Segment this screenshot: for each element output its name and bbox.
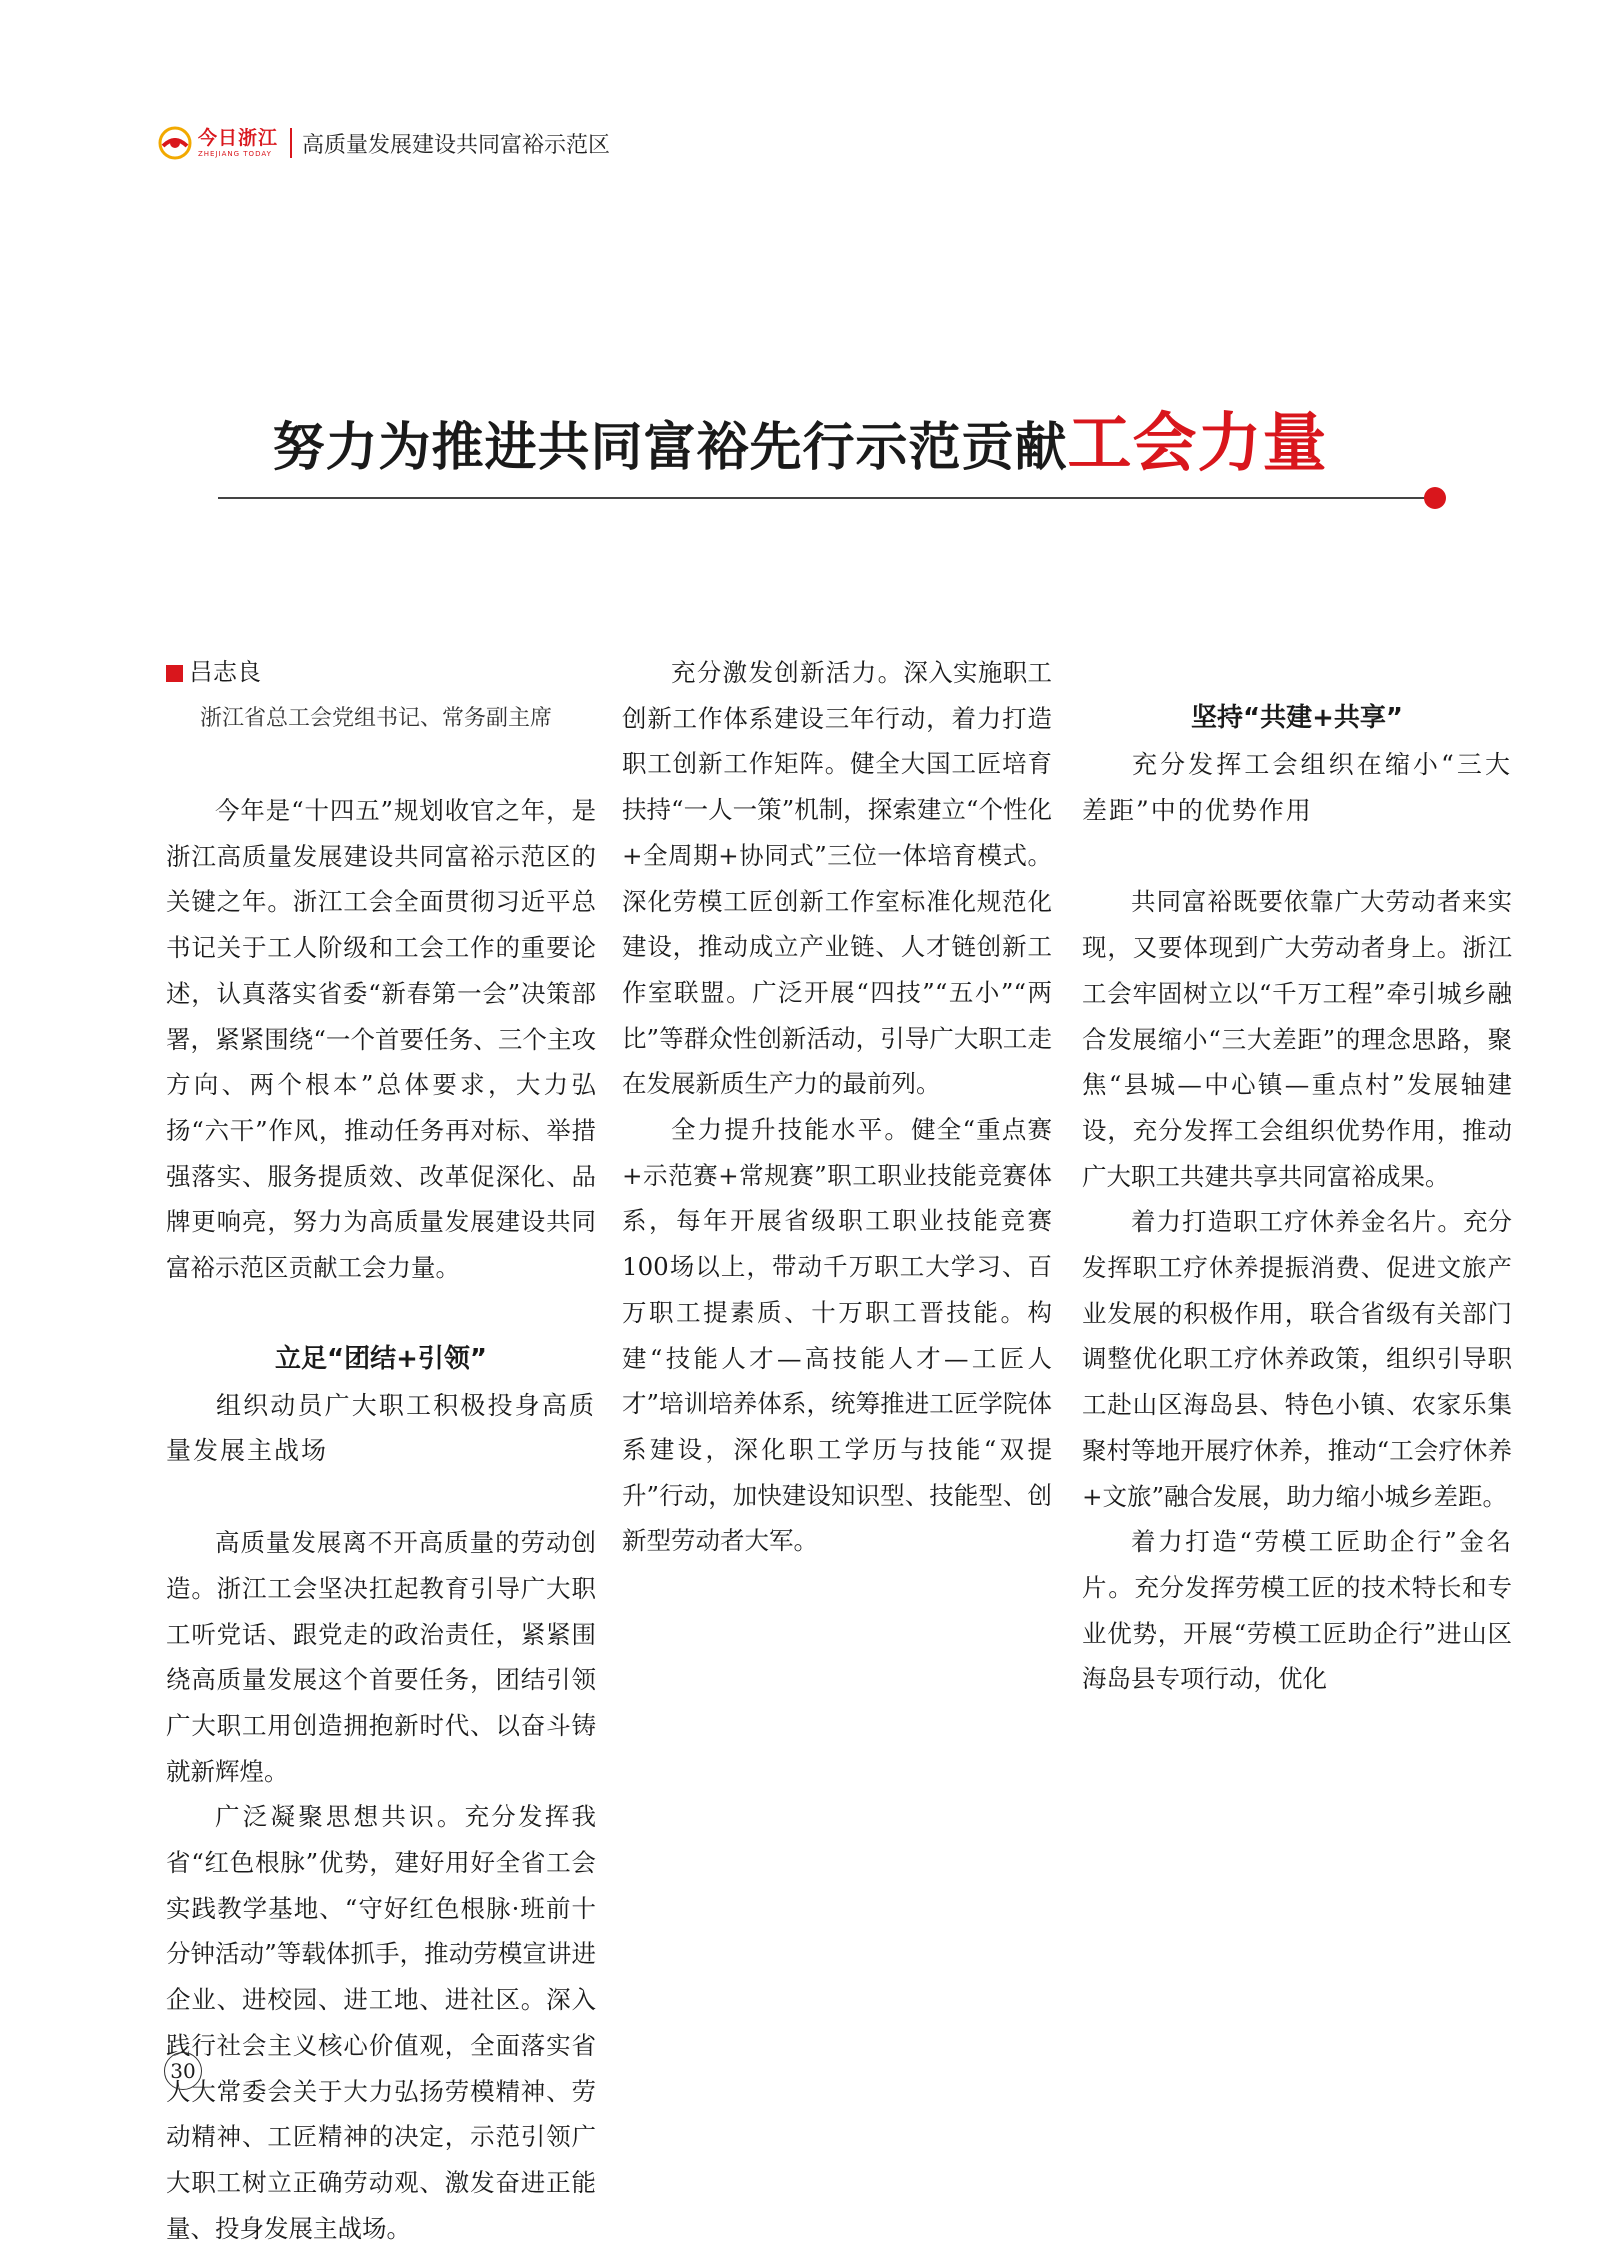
header-divider — [290, 128, 292, 158]
section-name: 高质量发展建设共同富裕示范区 — [302, 132, 611, 158]
section-1-paragraph-3 — [622, 650, 1052, 1107]
section-2-paragraph-2 — [1082, 1199, 1512, 1519]
section-1-paragraph-1: 高质量发展离不开高质量的劳动创造。浙江工会坚决扛起教育引导广大职工听党话、跟党走的政治责任，紧紧围绕高质量发展这个首要任务，团结引领广大职工用创造拥抱新时代、以奋斗铸就新辉煌。 — [166, 1528, 596, 1786]
title-highlight: 工会力量 — [1067, 407, 1328, 481]
paragraph-lead: 充分激发创新活力。 — [671, 658, 904, 687]
section-1-heading: 立足“团结+引领” — [275, 1343, 487, 1374]
section-2-subheading: 充分发挥工会组织在缩小“三大差距”中的优势作用 — [1082, 750, 1512, 825]
section-1-paragraph-3-text: 深入实施职工创新工作体系建设三年行动，着力打造职工创新工作矩阵。健全大国工匠培育扶持“一人一策”机制，探索建立“个性化+全周期+协同式”三位一体培育模式。深化劳模工匠创新工作室标准化规范化建设，推动成立产业链、人才链创新工作室联盟。广泛开展“四技”“五小”“两比”等群众性创新活动，引导广大职工走在发展新质生产力的最前列。 — [622, 658, 1053, 1099]
section-2-paragraph-1: 共同富裕既要依靠广大劳动者来实现，又要体现到广大劳动者身上。浙江工会牢固树立以“千万工程”牵引城乡融合发展缩小“三大差距”的理念思路，聚焦“县城—中心镇—重点村”发展轴建设，充分发挥工会组织优势作用，推动广大职工共建共享共同富裕成果。 — [1082, 887, 1512, 1191]
column-3 — [1082, 650, 1512, 1702]
logo-cn-text: 今日浙江 — [198, 126, 279, 149]
page-header — [158, 118, 610, 168]
page-number: 30 — [164, 2052, 202, 2090]
author-mark — [166, 665, 183, 682]
column-2 — [622, 650, 1052, 1564]
sun-logo-icon — [158, 126, 192, 160]
section-1-paragraph-2 — [166, 1794, 596, 2251]
title-main: 努力为推进共同富裕先行示范贡献 — [272, 417, 1068, 478]
magazine-logo — [158, 126, 278, 160]
section-2-paragraph-2-text: 充分发挥职工疗休养提振消费、促进文旅产业发展的积极作用，联合省级有关部门调整优化职工疗休养政策，组织引导职工赴山区海岛县、特色小镇、农家乐集聚村等地开展疗休养，推动“工会疗休养+文旅”融合发展，助力缩小城乡差距。 — [1082, 1207, 1513, 1511]
paragraph-lead: 着力打造“劳模工匠助企行”金名片。 — [1082, 1527, 1512, 1602]
section-2-paragraph-3-text: 充分发挥劳模工匠的技术特长和专业优势，开展“劳模工匠助企行”进山区海岛县专项行动，优化 — [1082, 1572, 1512, 1694]
section-2-paragraph-3 — [1082, 1519, 1512, 1702]
section-1-subheading: 组织动员广大职工积极投身高质量发展主战场 — [166, 1390, 596, 1466]
author-role: 浙江省总工会党组书记、常务副主席 — [200, 706, 553, 731]
section-1-paragraph-4 — [622, 1107, 1052, 1564]
title-rule — [218, 497, 1436, 499]
article-title — [0, 392, 1600, 484]
section-2-heading: 坚持“共建+共享” — [1191, 703, 1403, 733]
section-1-paragraph-4-text: 健全“重点赛+示范赛+常规赛”职工职业技能竞赛体系，每年开展省级职工职业技能竞赛100场以上，带动千万职工大学习、百万职工提素质、十万职工晋技能。构建“技能人才—高技能人才—工匠人才”培训培养体系，统筹推进工匠学院体系建设，深化职工学历与技能“双提升”行动，加快建设知识型、技能型、创新型劳动者大军。 — [622, 1115, 1053, 1556]
column-1 — [166, 650, 596, 2251]
author-line — [166, 650, 596, 696]
paragraph-lead: 广泛凝聚思想共识。 — [215, 1802, 465, 1832]
intro-paragraph: 今年是“十四五”规划收官之年，是浙江高质量发展建设共同富裕示范区的关键之年。浙江工会全面贯彻习近平总书记关于工人阶级和工会工作的重要论述，认真落实省委“新春第一会”决策部署，紧紧围绕“一个首要任务、三个主攻方向、两个根本”总体要求，大力弘扬“六干”作风，推动任务再对标、举措强落实、服务提质效、改革促深化、品牌更响亮，努力为高质量发展建设共同富裕示范区贡献工会力量。 — [166, 796, 596, 1283]
title-dot — [1424, 487, 1446, 509]
logo-en-text: ZHEJIANG TODAY — [198, 149, 272, 158]
author-name: 吕志良 — [189, 658, 261, 687]
paragraph-lead: 着力打造职工疗休养金名片。 — [1131, 1207, 1463, 1237]
paragraph-lead: 全力提升技能水平。 — [671, 1115, 912, 1145]
section-1-paragraph-2-text: 充分发挥我省“红色根脉”优势，建好用好全省工会实践教学基地、“守好红色根脉·班前十分钟活动”等载体抓手，推动劳模宣讲进企业、进校园、进工地、进社区。深入践行社会主义核心价值观，全面落实省人大常委会关于大力弘扬劳模精神、劳动精神、工匠精神的决定，示范引领广大职工树立正确劳动观、激发奋进正能量、投身发展主战场。 — [166, 1802, 597, 2243]
